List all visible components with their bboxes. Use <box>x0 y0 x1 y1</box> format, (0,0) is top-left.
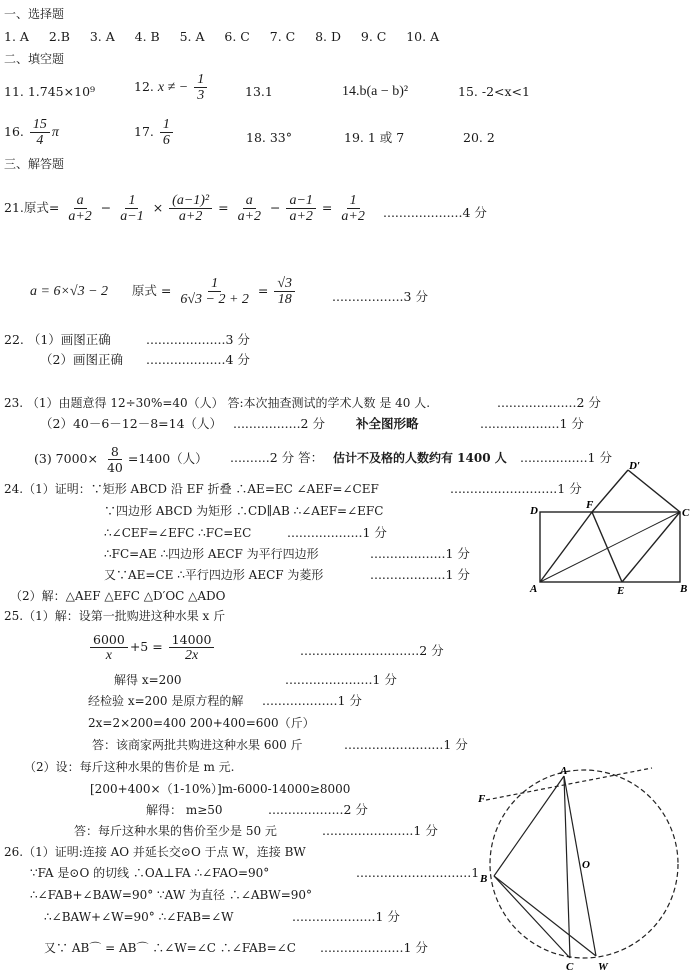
section-heading-choice: 一、选择题 <box>4 7 65 21</box>
answer-20: 20. 2 <box>463 130 495 145</box>
q23-score1: ....................2 分 <box>497 395 601 410</box>
fraction-denominator: a+2 <box>237 209 262 224</box>
figure-circle <box>472 764 692 974</box>
label-c: C <box>566 961 574 973</box>
q25-line7: [200+400×（1-10%）]m-6000-14000≥8000 <box>90 782 351 796</box>
q24-score3: ...................1 分 <box>287 525 387 540</box>
label-b: B <box>680 583 688 595</box>
answer-17 <box>134 117 175 148</box>
answer-17-num: 1 <box>160 117 173 133</box>
answer-19: 19. 1 或 7 <box>344 130 405 145</box>
label-b: B <box>480 873 488 885</box>
fraction-numerator: 8 <box>108 444 122 460</box>
fraction-numerator: a <box>243 193 256 209</box>
q21-result-label: 原式 = <box>131 283 172 298</box>
operator: − <box>270 200 281 215</box>
label-d-prime: D′ <box>629 460 641 472</box>
choice-answer: 9. C <box>360 29 387 44</box>
q25-line9: 答：每斤这种水果的售价至少是 50 元 <box>74 824 277 838</box>
answer-11: 11. 1.745×10⁹ <box>4 84 96 99</box>
answer-15: 15. -2<x<1 <box>458 84 530 99</box>
q25-score9: .......................1 分 <box>322 823 438 838</box>
answer-18: 18. 33° <box>246 130 293 145</box>
label-a: A <box>560 765 568 777</box>
q25-line8: 解得： m≥50 <box>146 803 223 817</box>
q23-line1: 23. （1）由题意得 12÷30%=40（人） 答:本次抽查测试的学术人数 是 40 人. <box>4 396 431 410</box>
segment-fe <box>592 512 622 582</box>
q24-line3: ∴∠CEF=∠EFC ∴FC=EC <box>104 526 252 540</box>
label-d: D <box>530 505 538 517</box>
q25-line2: 解得 x=200 <box>114 673 182 687</box>
q24-line4: ∴FC=AE ∴四边形 AECF 为平行四边形 <box>104 547 319 561</box>
answer-14: 14.b(a − b)² <box>342 84 409 99</box>
choice-answer: 3. A <box>89 29 115 44</box>
q21-score2: ..................3 分 <box>332 289 428 304</box>
answer-16-num: 15 <box>30 117 50 133</box>
fraction-denominator: a+2 <box>68 209 92 224</box>
answer-12-den: 3 <box>197 88 205 103</box>
q21-score1: ....................4 分 <box>383 205 487 220</box>
fraction-denominator: a+2 <box>178 209 203 224</box>
choice-answer: 6. C <box>224 29 250 44</box>
q23-score3b: .................1 分 <box>520 450 612 465</box>
q24-line2: ∵四边形 ABCD 为矩形 ∴CD∥AB ∴∠AEF=∠EFC <box>104 504 384 518</box>
segment-d2c <box>628 470 680 512</box>
answer-12-expr: x ≠ − <box>157 80 189 95</box>
q24-line6: （2）解：△AEF △EFC △D′OC △ADO <box>10 589 226 603</box>
q22-score2: ....................4 分 <box>146 352 250 367</box>
fraction-denominator: 6√3 − 2 + 2 <box>180 292 249 307</box>
segment-af <box>540 512 592 582</box>
q23-score2b: ....................1 分 <box>480 416 584 431</box>
operator: = <box>218 200 229 215</box>
fraction-denominator: a+2 <box>341 209 365 224</box>
q25-equation <box>88 632 216 663</box>
q22-score1: ....................3 分 <box>146 332 250 347</box>
q26-score5: .....................1 分 <box>320 940 428 955</box>
fraction-numerator: 1 <box>347 193 360 209</box>
q24-line5: 又∵AE=CE ∴平行四边形 AECF 为菱形 <box>104 568 324 582</box>
q26-score4: .....................1 分 <box>292 909 400 924</box>
q23-line3-post: =1400（人） <box>127 451 208 466</box>
q21-line2 <box>30 276 297 307</box>
fraction-denominator: a+2 <box>289 209 313 224</box>
segment-fd2 <box>592 470 628 512</box>
fraction-denominator: 2x <box>184 648 199 663</box>
answer-12-num: 1 <box>194 72 207 88</box>
choice-answer: 2.B <box>48 29 70 44</box>
segment-ac <box>540 512 680 582</box>
q25-line6: （2）设：每斤这种水果的售价是 m 元. <box>24 760 235 774</box>
fraction-numerator: a−1 <box>286 193 315 209</box>
q25-score1: ..............................2 分 <box>300 643 444 658</box>
operator: = <box>257 283 269 298</box>
answer-13: 13.1 <box>245 84 273 99</box>
q21-a-value: a = 6×√3 − 2 <box>30 284 109 299</box>
q23-line3b: 估计不及格的人数约有 1400 人 <box>333 451 507 465</box>
section-heading-solve: 三、解答题 <box>4 157 65 171</box>
fraction-denominator: 40 <box>106 460 123 475</box>
answer-12-number: 12. <box>134 79 154 94</box>
figure-rectangle-fold <box>526 458 690 600</box>
q25-line4: 2x=2×200=400 200+400=600（斤） <box>88 716 315 730</box>
chord-ab <box>494 776 564 876</box>
answer-12 <box>134 72 209 103</box>
q23-line2b: 补全图形略 <box>356 416 419 431</box>
q26-line3: ∴∠FAB+∠BAW=90° ∵AW 为直径 ∴∠ABW=90° <box>30 888 313 902</box>
q26-line2: ∵FA 是⊙O 的切线 ∴OA⊥FA ∴∠FAO=90° <box>30 866 270 880</box>
fraction-numerator: 1 <box>125 193 138 209</box>
label-f: F <box>586 499 594 511</box>
fraction-numerator: 1 <box>208 276 221 292</box>
label-c: C <box>682 507 690 519</box>
q24-score4: ...................1 分 <box>370 546 470 561</box>
label-a: A <box>530 583 538 595</box>
q23-line3 <box>34 444 208 475</box>
operator: × <box>152 200 164 215</box>
fraction-numerator: √3 <box>274 276 295 292</box>
choice-answer: 8. D <box>315 29 342 44</box>
fraction-denominator: x <box>105 648 113 663</box>
q25-score3: ...................1 分 <box>262 693 362 708</box>
q23-score2: .................2 分 <box>233 416 325 431</box>
label-f: F <box>478 793 486 805</box>
q24-line1: 24.（1）证明：∵矩形 ABCD 沿 EF 折叠 ∴AE=EC ∠AEF=∠CEF <box>4 482 379 496</box>
q26-line4: ∴∠BAW+∠W=90° ∴∠FAB=∠W <box>44 910 234 924</box>
label-o: O <box>582 859 590 871</box>
fraction-numerator: (a−1)² <box>169 193 212 209</box>
q23-score3: ..........2 分 答： <box>230 450 324 465</box>
operator: +5 = <box>129 639 163 654</box>
q21-lead: 21.原式= <box>4 200 60 215</box>
label-e: E <box>617 585 625 597</box>
operator: − <box>100 200 112 215</box>
answer-17-den: 6 <box>162 133 170 148</box>
q23-line3-pre: (3) 7000× <box>34 451 98 466</box>
q25-line5: 答：该商家两批共购进这种水果 600 斤 <box>92 738 303 752</box>
tangent-line-fa <box>486 768 652 800</box>
answer-17-number: 17. <box>134 124 154 139</box>
q25-score8: ...................2 分 <box>268 802 368 817</box>
q22-line2: （2）画图正确 <box>40 352 123 367</box>
answer-16 <box>4 117 59 148</box>
choice-answer: 7. C <box>269 29 296 44</box>
choice-answer: 1. A <box>4 29 29 44</box>
choice-answer: 10. A <box>406 29 440 44</box>
choice-answer: 4. B <box>134 29 160 44</box>
fraction-denominator: 18 <box>277 292 292 307</box>
fraction-numerator: a <box>74 193 87 209</box>
q25-score2: ......................1 分 <box>285 672 397 687</box>
choice-answers-row <box>4 29 439 45</box>
q21-line1 <box>4 193 370 224</box>
fraction-denominator: a−1 <box>120 209 144 224</box>
fraction-numerator: 6000 <box>90 632 128 648</box>
answer-16-pi: π <box>51 125 59 140</box>
q25-score5: .........................1 分 <box>344 737 468 752</box>
q23-line2: （2）40－6－12－8=14（人） <box>40 416 223 431</box>
segment-ec <box>622 512 680 582</box>
answer-16-number: 16. <box>4 124 24 139</box>
chord-bw <box>494 876 596 956</box>
q24-score1: ...........................1 分 <box>450 481 582 496</box>
q22-line1: 22. （1）画图正确 <box>4 332 111 347</box>
q25-line3: 经检验 x=200 是原方程的解 <box>88 694 244 708</box>
chord-bc <box>494 876 570 958</box>
fraction-numerator: 14000 <box>169 632 215 648</box>
q25-line1: 25.（1）解：设第一批购进这种水果 x 斤 <box>4 609 226 623</box>
q26-score2: .............................1 <box>356 865 480 880</box>
section-heading-fill: 二、填空题 <box>4 52 65 66</box>
q26-line1: 26.（1）证明:连接 AO 并延长交⊙O 于点 W，连接 BW <box>4 845 306 859</box>
q24-score5: ...................1 分 <box>370 567 470 582</box>
q26-line5: 又∵ AB⌒ = AB⌒ ∴∠W=∠C ∴∠FAB=∠C <box>44 941 296 955</box>
operator: = <box>321 200 333 215</box>
label-w: W <box>598 961 608 973</box>
answer-16-den: 4 <box>36 133 44 148</box>
choice-answer: 5. A <box>179 29 205 44</box>
